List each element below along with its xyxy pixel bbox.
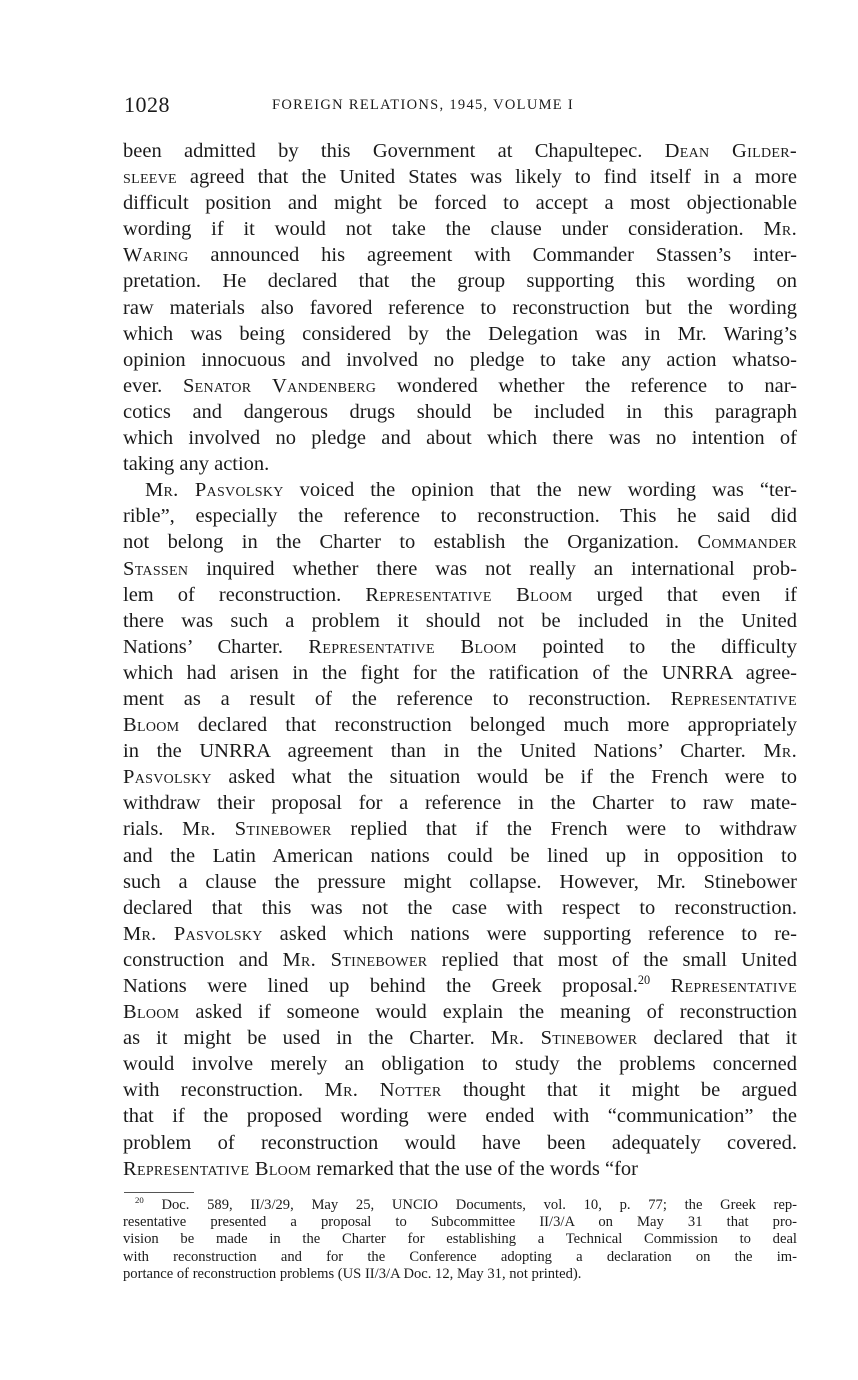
speaker-name: Representative — [670, 687, 797, 710]
text-line: Waring announced his agreement with Commander Stassen’s inter- — [123, 244, 797, 267]
text-line: Mr. Pasvolsky voiced the opinion that the new wording was “ter- — [145, 479, 797, 502]
speaker-name: Senator Vandenberg — [182, 374, 377, 397]
text-line: ment as a result of the reference to reconstruction. Representative — [123, 687, 797, 710]
text-line: Nations’ Charter. Representative Bloom pointed to the difficulty — [123, 635, 797, 658]
speaker-name: Representative Bloom — [123, 1157, 312, 1180]
text-line: Mr. Pasvolsky asked which nations were supporting reference to re- — [123, 922, 797, 945]
text-line: which had arisen in the fight for the ratification of the UNRRA agree- — [123, 661, 797, 684]
speaker-name: Mr. Pasvolsky — [145, 479, 284, 502]
footnote-marker: 20 — [135, 1195, 144, 1206]
text-line: rials. Mr. Stinebower replied that if the French were to withdraw — [123, 818, 797, 841]
text-line: been admitted by this Government at Chapultepec. Dean Gilder- — [123, 140, 797, 162]
speaker-name: Representative Bloom — [308, 635, 517, 658]
text-line: difficult position and might be forced to accept a most objectionable — [123, 192, 797, 215]
text-line: withdraw their proposal for a reference in the Charter to raw mate- — [123, 792, 797, 815]
speaker-name: Representative — [670, 975, 798, 997]
speaker-name: Mr. — [763, 218, 797, 241]
speaker-name: Mr. Notter — [324, 1079, 442, 1102]
text-line: sleeve agreed that the United States was likely to find itself in a more — [123, 166, 797, 189]
text-line: raw materials also favored reference to reconstruction but the wording — [123, 296, 797, 319]
footnote-line: with reconstruction and for the Conference adopting a declaration on the im- — [123, 1248, 797, 1265]
text-line: pretation. He declared that the group supporting this wording on — [123, 270, 797, 293]
text-line: with reconstruction. Mr. Notter thought that it might be argued — [123, 1079, 797, 1102]
text-line: opinion innocuous and involved no pledge to take any action whatso- — [123, 348, 797, 371]
speaker-name: Dean Gilder- — [664, 140, 797, 162]
text-line: that if the proposed wording were ended with “communication” the — [123, 1105, 797, 1128]
text-line: Bloom declared that reconstruction belonged much more appropriately — [123, 714, 797, 737]
speaker-name: Representative Bloom — [365, 583, 573, 606]
text-line: such a clause the pressure might collapse. However, Mr. Stinebower — [123, 870, 797, 893]
body-text — [123, 138, 797, 1182]
text-line: lem of reconstruction. Representative Bloom urged that even if — [123, 583, 797, 606]
speaker-name: Mr. Stinebower — [182, 818, 332, 841]
text-line: which was being considered by the Delegation was in Mr. Waring’s — [123, 322, 797, 345]
text-line: taking any action. — [123, 453, 270, 476]
text-line: as it might be used in the Charter. Mr. Stinebower declared that it — [123, 1027, 797, 1050]
speaker-name: Mr. Stinebower — [490, 1027, 638, 1050]
text-line: construction and Mr. Stinebower replied that most of the small United — [123, 948, 797, 971]
speaker-name: sleeve — [123, 166, 177, 189]
footnote-line: resentative presented a proposal to Subcommittee II/3/A on May 31 that pro- — [123, 1214, 797, 1231]
text-line: wording if it would not take the clause under consideration. Mr. — [123, 218, 797, 241]
text-line: problem of reconstruction would have been adequately covered. — [123, 1131, 797, 1154]
text-line: which involved no pledge and about which there was no intention of — [123, 427, 797, 450]
text-line: Bloom asked if someone would explain the meaning of reconstruction — [123, 1001, 797, 1024]
speaker-name: Bloom — [123, 714, 180, 737]
page-number: 1028 — [124, 92, 170, 117]
text-line: there was such a problem it should not be included in the United — [123, 609, 797, 632]
text-line: declared that this was not the case with respect to reconstruction. — [123, 896, 797, 919]
text-line: in the UNRRA agreement than in the United Nations’ Charter. Mr. — [123, 740, 797, 763]
speaker-name: Mr. Pasvolsky — [123, 922, 263, 945]
footnotes — [123, 1197, 797, 1283]
speaker-name: Mr. — [763, 740, 797, 763]
text-line: Nations were lined up behind the Greek proposal.$^{20}$ Representative — [123, 973, 798, 997]
text-line: Pasvolsky asked what the situation would be if the French were to — [123, 766, 797, 789]
footnote-line: $^{20}$ Doc. 589, II/3/29, May 25, UNCIO Documents, vol. 10, p. 77; the Greek rep- — [135, 1195, 797, 1213]
text-line: cotics and dangerous drugs should be included in this paragraph — [123, 400, 797, 423]
footnote-line: portance of reconstruction problems (US II/3/A Doc. 12, May 31, not printed). — [123, 1265, 582, 1282]
footnote-line: vision be made in the Charter for establishing a Technical Commission to deal — [123, 1231, 797, 1248]
footnote-rule — [124, 1192, 194, 1193]
speaker-name: Bloom — [123, 1001, 180, 1024]
page-header — [124, 92, 797, 122]
speaker-name: Mr. Stinebower — [282, 948, 428, 971]
text-line: rible”, especially the reference to reconstruction. This he said did — [123, 505, 797, 528]
speaker-name: Waring — [123, 244, 189, 267]
text-line: Stassen inquired whether there was not really an international prob- — [123, 557, 797, 580]
running-title: FOREIGN RELATIONS, 1945, VOLUME I — [272, 97, 575, 113]
text-line: ever. Senator Vandenberg wondered whether the reference to nar- — [123, 374, 797, 397]
text-line: not belong in the Charter to establish the Organization. Commander — [123, 531, 797, 554]
speaker-name: Commander — [697, 531, 797, 554]
footnote-marker: 20 — [637, 973, 651, 988]
speaker-name: Stassen — [123, 557, 189, 580]
text-line: and the Latin American nations could be lined up in opposition to — [123, 844, 797, 867]
text-line: Representative Bloom remarked that the use of the words “for — [123, 1157, 638, 1180]
text-line: would involve merely an obligation to study the problems concerned — [123, 1053, 797, 1076]
speaker-name: Pasvolsky — [123, 766, 212, 789]
